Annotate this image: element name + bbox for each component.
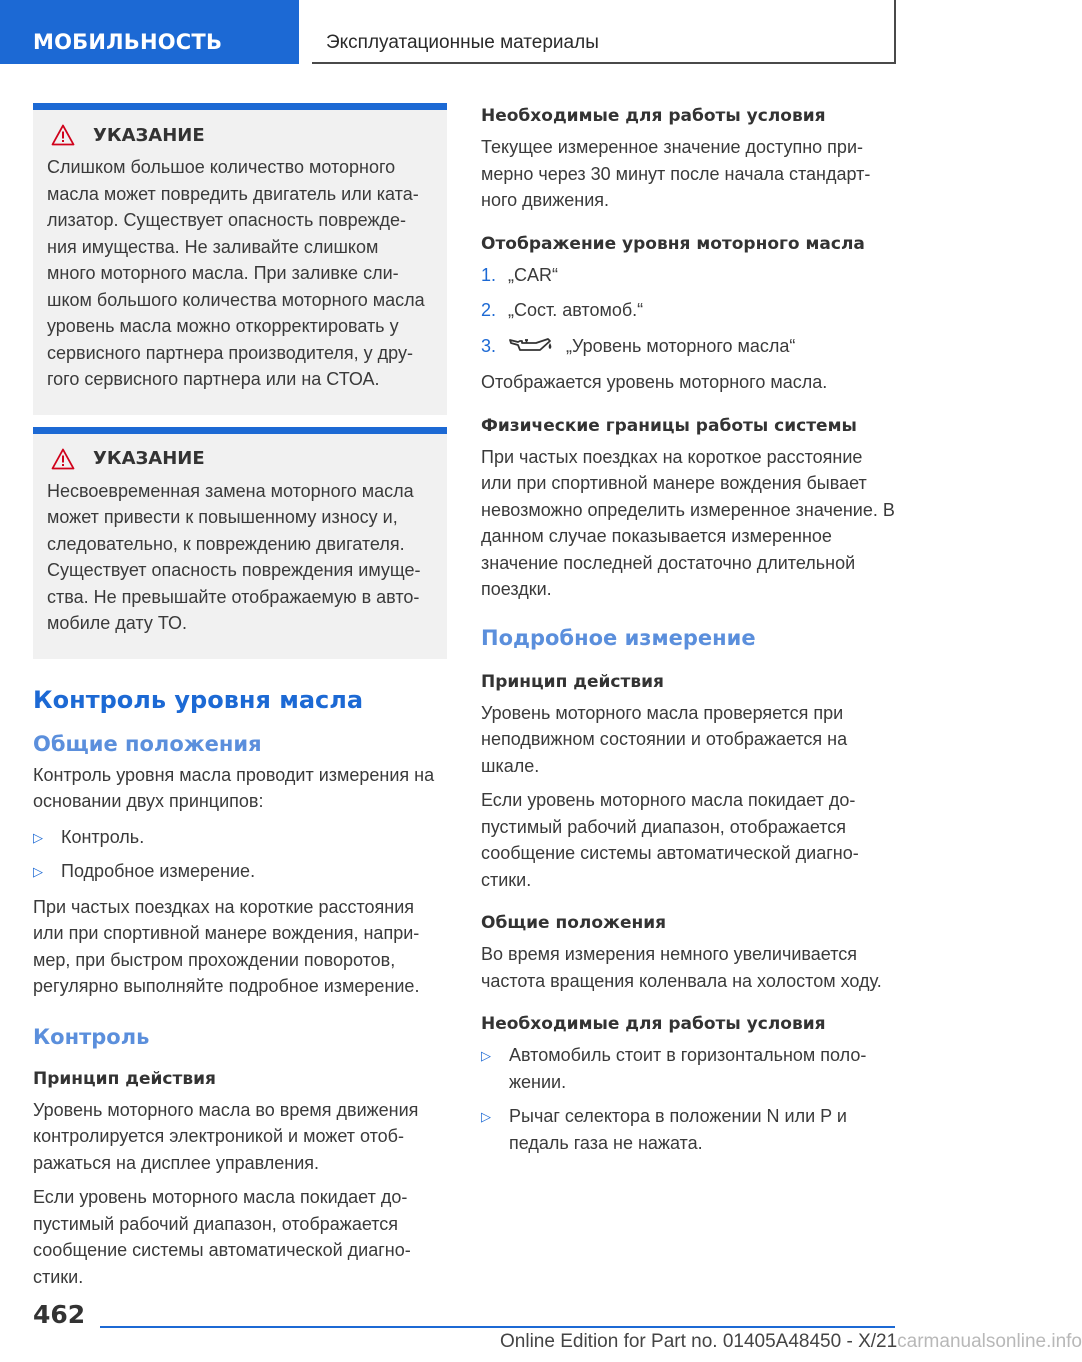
warning-box-2	[33, 427, 447, 659]
page-header-title: Эксплуатационные материалы	[312, 0, 896, 64]
paragraph: При частых поездках на короткое расстояние или при спортивной манере вождения бывает невозможно определить измеренное значение. В данном случае показывается измеренное значение последней достаточно длительной поездки.	[481, 446, 895, 599]
minor-heading: Необходимые для работы условия	[481, 106, 826, 126]
paragraph: Текущее измеренное значение доступно примерно через 30 минут после начала стандартного движения.	[481, 137, 871, 210]
minor-heading: Физические границы работы системы	[481, 415, 857, 436]
paragraph: Уровень моторного масла проверяется при неподвижном состоянии и отображается на шкале.	[481, 702, 848, 776]
list-item: 2. „Сост. автомоб.“	[481, 300, 644, 320]
triangle-bullet-icon: ▷	[481, 1048, 491, 1063]
page-number: 462	[33, 1300, 86, 1329]
paragraph: Во время измерения немного увеличивается частота вращения коленвала на холостом ходу.	[481, 944, 882, 991]
minor-heading: Принцип действия	[481, 671, 664, 692]
list-item: 1. „CAR“	[481, 264, 558, 285]
subsection-heading: Подробное измерение	[481, 625, 756, 650]
oil-can-icon	[508, 337, 552, 355]
paragraph: При частых поездках на короткие расстояния или при спортивной манере вождения, например, при быстром прохождении поворотов, регулярно выполняйте подробное измерение.	[33, 896, 420, 996]
triangle-bullet-icon: ▷	[33, 864, 43, 879]
list-item: 3. „Уровень моторного масла“	[481, 335, 796, 356]
warning-title: УКАЗАНИЕ	[93, 448, 205, 469]
list-item: ▷ Автомобиль стоит в горизонтальном положении.	[481, 1042, 895, 1095]
paragraph: Отображается уровень моторного масла.	[481, 372, 828, 392]
section-heading: Контроль уровня масла	[33, 685, 364, 714]
list-item: ▷ Подробное измерение.	[33, 858, 447, 886]
paragraph: Уровень моторного масла во время движения контролируется электроникой и может отображаться на дисплее управления.	[33, 1099, 419, 1173]
minor-heading: Общие положения	[481, 913, 667, 933]
section-tab: МОБИЛЬНОСТЬ	[0, 0, 299, 64]
list-item: ▷ Контроль.	[33, 824, 447, 852]
subsection-heading: Общие положения	[33, 731, 262, 756]
triangle-bullet-icon: ▷	[481, 1109, 491, 1124]
warning-text: Несвоевременная замена моторного масла может привести к повышенному износу и, следовательно, к повреждению двигателя. Существует опасность повреждения имущества. Не превышайте отображаемую в автомобиле дату ТО.	[47, 480, 421, 633]
footer-edition: Online Edition for Part no. 01405A48450 - X/21carmanualsonline.info	[500, 1331, 1082, 1352]
minor-heading: Отображение уровня моторного масла	[481, 233, 865, 254]
warning-triangle-icon	[51, 448, 75, 470]
paragraph: Если уровень моторного масла покидает допустимый рабочий диапазон, отображается сообщение системы автоматической диагностики.	[33, 1187, 411, 1287]
warning-box-1	[33, 103, 447, 415]
right-column	[481, 106, 895, 1156]
minor-heading: Необходимые для работы условия	[481, 1014, 826, 1034]
warning-text: Слишком большое количество моторного масла может повредить двигатель или катализатор. Существует опасность повреждения имущества. Не заливайте слишком много моторного масла. При заливке слишком большого количества моторного масла уровень масла можно откорректировать у сервисного партнера производителя, у другого сервисного партнера или на СТОА.	[47, 157, 425, 389]
left-column	[33, 103, 447, 1290]
triangle-bullet-icon: ▷	[33, 829, 43, 845]
paragraph: Если уровень моторного масла покидает допустимый рабочий диапазон, отображается сообщение системы автоматической диагностики.	[481, 790, 859, 890]
warning-title: УКАЗАНИЕ	[93, 124, 205, 146]
footer-divider	[100, 1326, 895, 1328]
list-item: ▷ Рычаг селектора в положении N или P и педаль газа не нажата.	[481, 1103, 895, 1156]
paragraph: Контроль уровня масла проводит измерения на основании двух принципов:	[33, 764, 435, 811]
minor-heading: Принцип действия	[33, 1068, 216, 1089]
warning-triangle-icon	[51, 124, 75, 146]
subsection-heading: Контроль	[33, 1024, 150, 1049]
watermark: carmanualsonline.info	[897, 1331, 1082, 1352]
